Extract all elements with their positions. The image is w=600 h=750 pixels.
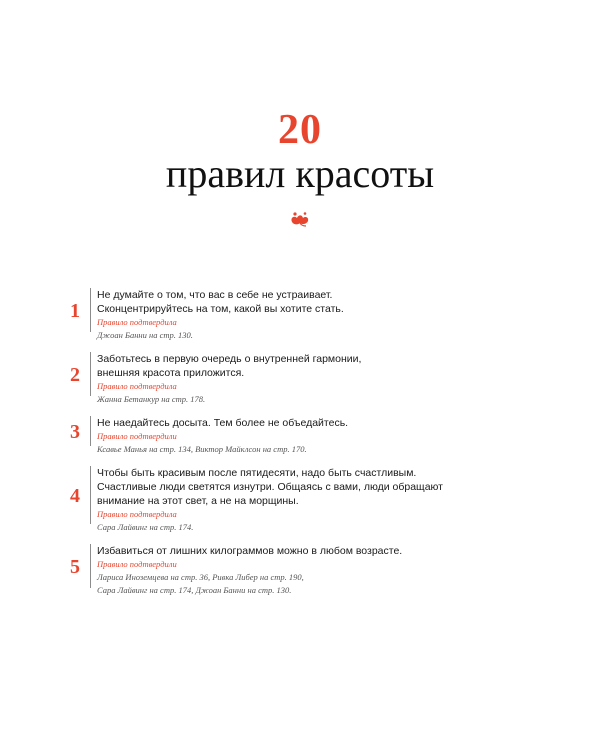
rule-item-2 bbox=[64, 352, 464, 404]
title-number: 20 bbox=[278, 107, 322, 153]
rule-source-label: Правило подтвердила bbox=[97, 509, 177, 519]
rule-body bbox=[97, 416, 467, 456]
rule-text-line: Не наедайтесь досыта. Тем более не объедайтесь. bbox=[97, 417, 349, 429]
rule-text bbox=[97, 416, 467, 430]
rule-text bbox=[97, 352, 467, 380]
rule-source-text: Ксавье Манья на стр. 134, Виктор Майклсон на стр. 170. bbox=[97, 444, 307, 454]
rule-source bbox=[97, 508, 467, 534]
rule-source bbox=[97, 380, 467, 406]
rule-body bbox=[97, 352, 467, 406]
rule-source-text: Джоан Банни на стр. 130. bbox=[97, 330, 193, 340]
rule-divider-bar bbox=[90, 416, 91, 446]
rule-text bbox=[97, 288, 467, 316]
rule-number: 4 bbox=[70, 485, 80, 507]
rule-body bbox=[97, 288, 467, 342]
page-title: правил красоты bbox=[165, 151, 435, 196]
rule-text-line: внимание на этот свет, а не на морщины. bbox=[97, 495, 299, 507]
rule-text-line: Заботьтесь в первую очередь о внутренней гармонии, bbox=[97, 353, 362, 365]
rule-text-line: Избавиться от лишних килограммов можно в любом возрасте. bbox=[97, 545, 403, 557]
rule-text-line: Не думайте о том, что вас в себе не устраивает. bbox=[97, 289, 333, 301]
rule-source-text: Сара Лайвинг на стр. 174. bbox=[97, 522, 194, 532]
rule-number: 1 bbox=[70, 300, 80, 322]
rule-source-label: Правило подтвердила bbox=[97, 317, 177, 327]
floral-ornament-icon bbox=[288, 210, 312, 228]
rule-divider-bar bbox=[90, 352, 91, 396]
rule-divider-bar bbox=[90, 288, 91, 332]
rule-number: 3 bbox=[70, 421, 80, 443]
rule-divider-bar bbox=[90, 466, 91, 524]
rule-item-1 bbox=[64, 288, 464, 340]
rule-source-text: Лариса Иноземцева на стр. 36, Ривка Либер на стр. 190, bbox=[97, 572, 304, 582]
rule-source-label: Правило подтвердили bbox=[97, 559, 177, 569]
rule-source bbox=[97, 316, 467, 342]
rule-text-line: внешняя красота приложится. bbox=[97, 367, 245, 379]
rule-text-line: Чтобы быть красивым после пятидесяти, надо быть счастливым. bbox=[97, 467, 417, 479]
rule-item-5 bbox=[64, 544, 464, 595]
rule-source bbox=[97, 558, 467, 597]
rule-number: 2 bbox=[70, 364, 80, 386]
rule-source-label: Правило подтвердила bbox=[97, 381, 177, 391]
rule-source bbox=[97, 430, 467, 456]
title-block bbox=[0, 108, 600, 196]
rule-body bbox=[97, 466, 467, 534]
rule-text bbox=[97, 544, 467, 558]
rule-item-3 bbox=[64, 416, 464, 454]
rule-source-text: Жанна Бетанкур на стр. 178. bbox=[97, 394, 206, 404]
rule-text-line: Сконцентрируйтесь на том, какой вы хотите стать. bbox=[97, 303, 344, 315]
rule-divider-bar bbox=[90, 544, 91, 588]
rule-item-4 bbox=[64, 466, 464, 532]
rule-text bbox=[97, 466, 467, 508]
rule-source-label: Правило подтвердили bbox=[97, 431, 177, 441]
rule-body bbox=[97, 544, 467, 597]
rule-text-line: Счастливые люди светятся изнутри. Общаясь с вами, люди обращают bbox=[97, 481, 443, 493]
rule-source-text: Сара Лайвинг на стр. 174, Джоан Банни на стр. 130. bbox=[97, 585, 292, 595]
rule-number: 5 bbox=[70, 556, 80, 578]
